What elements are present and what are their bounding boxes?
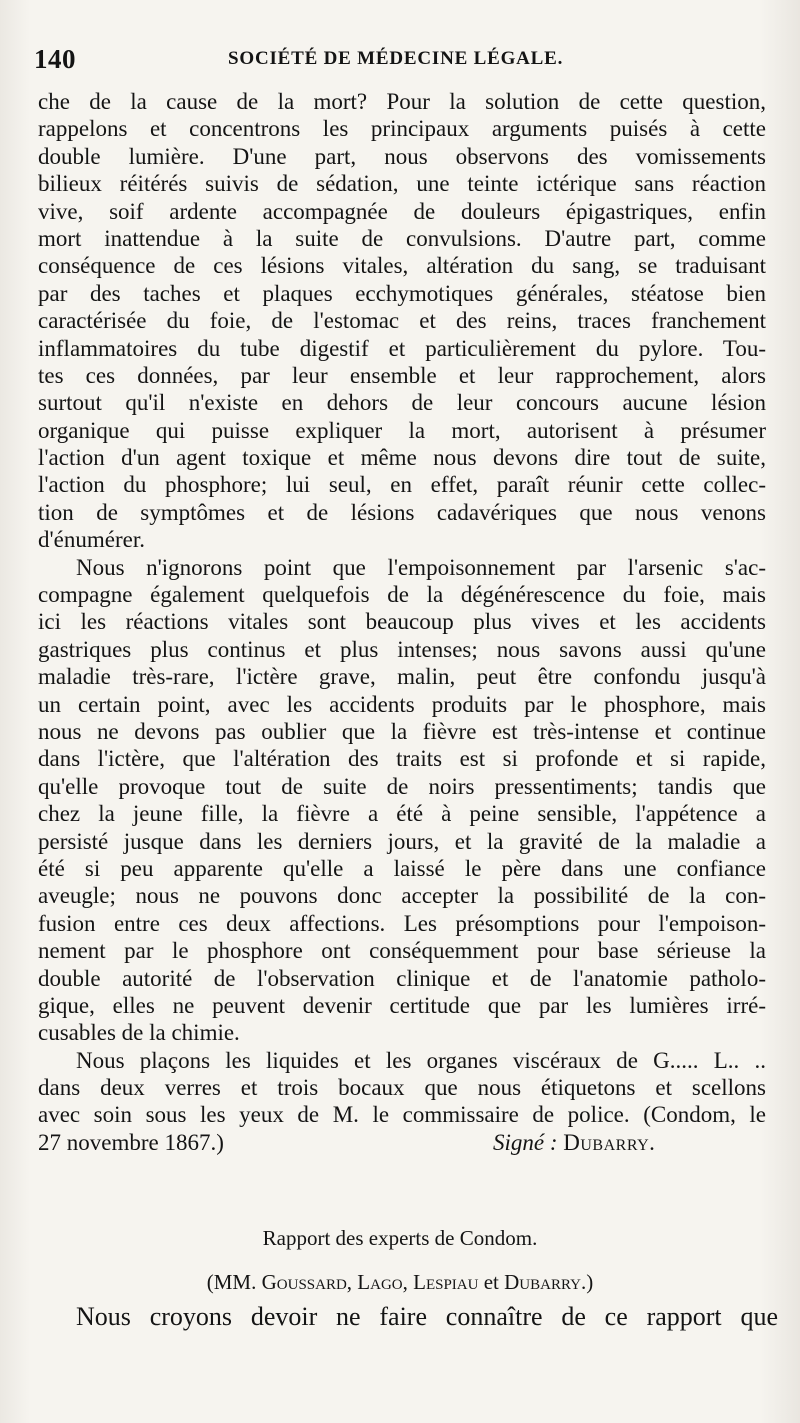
text-line: dans l'ictère, que l'altération des traits est si profonde et si rapide, [38,746,766,772]
text-line: Nous n'ignorons point que l'empoisonnement par l'arsenic s'ac- [76,554,766,580]
text-line: qu'elle provoque tout de suite de noirs pressentiments; tandis que [38,773,766,799]
text-line: l'action d'un agent toxique et même nous devons dire tout de suite, [38,445,766,471]
text-line: ici les réactions vitales sont beaucoup plus vives et les accidents [38,609,766,635]
paragraph-1 [38,88,766,554]
text-line: par des taches et plaques ecchymotiques générales, stéatose bien [38,280,766,306]
text-line: aveugle; nous ne pouvons donc accepter la possibilité de la con- [38,883,766,909]
text-line: che de la cause de la mort? Pour la solution de cette question, [38,89,766,114]
section-title: Rapport des experts de Condom. [262,1226,538,1250]
experts-open: (MM. [206,1270,262,1294]
text-line: persisté jusque dans les derniers jours, et la gravité de la maladie a [38,828,766,854]
paragraph-2 [38,554,766,1047]
paragraph-3 [38,1047,766,1157]
text-line: double autorité de l'observation clinique et de l'anatomie patholo- [38,965,766,991]
text-line: surtout qu'il n'existe en dehors de leur concours aucune lésion [38,390,766,416]
final-text-line: Nous croyons devoir ne faire connaître de ce rapport que [76,1302,778,1331]
text-line: bilieux réitérés suivis de sédation, une teinte ictérique sans réaction [38,171,766,197]
text-line: été si peu apparente qu'elle a laissé le père dans une confiance [38,855,766,881]
text-line: compagne également quelquefois de la dégénérescence du foie, mais [38,582,766,608]
text-line: gastriques plus continus et plus intenses; nous savons aussi qu'une [38,636,766,662]
signed-label: Signé : [493,1129,558,1155]
text-line: fusion entre ces deux affections. Les présomptions pour l'empoison- [38,910,766,936]
text-line: rappelons et concentrons les principaux arguments puisés à cette [38,116,766,142]
expert-name: Lago [357,1270,403,1294]
text-line: caractérisée du foie, de l'estomac et des reins, traces franchement [38,308,766,334]
running-title: SOCIÉTÉ DE MÉDECINE LÉGALE. [228,48,564,69]
expert-name: Goussard [261,1270,347,1294]
text-line: tion de symptômes et de lésions cadavériques que nous venons [38,499,766,525]
text-line: organique qui puisse expliquer la mort, autorisent à présumer [38,417,766,443]
signature [493,1129,655,1156]
text-line: inflammatoires du tube digestif et particulièrement du pylore. Tou- [38,335,766,361]
text-line: nement par le phosphore ont conséquemment pour base sérieuse la [38,938,766,964]
expert-name: Lespiau [413,1270,479,1294]
body-text [38,88,766,1156]
expert-name: Dubarry [504,1270,581,1294]
text-line: double lumière. D'une part, nous observons des vomissements [38,143,766,169]
page-number: 140 [34,44,76,74]
signature-line [38,1129,766,1156]
text-line: un certain point, avec les accidents produits par le phosphore, mais [38,691,766,717]
text-line: chez la jeune fille, la fièvre a été à peine sensible, l'appétence a [38,801,766,827]
text-line: cusables de la chimie. [38,1020,240,1046]
text-line: l'action du phosphore; lui seul, en effet, paraît réunir cette collec- [38,472,766,498]
page-header [34,44,764,76]
text-line: nous ne devons pas oublier que la fièvre est très-intense et continue [38,718,766,744]
text-line: mort inattendue à la suite de convulsions. D'autre part, comme [38,225,766,251]
signed-name: Dubarry. [563,1129,656,1155]
text-line: avec soin sous les yeux de M. le commissaire de police. (Condom, le [38,1102,766,1128]
text-line: Nous plaçons les liquides et les organes viscéraux de G..... L.. .. [76,1047,766,1073]
text-line: tes ces données, par leur ensemble et leur rapprochement, alors [38,362,766,388]
experts-conjunction: et [483,1270,499,1294]
text-line: vive, soif ardente accompagnée de douleurs épigastriques, enfin [38,198,766,224]
text-line: d'énumérer. [38,527,145,553]
text-line: gique, elles ne peuvent devenir certitude que par les lumières irré- [38,992,766,1018]
text-line: maladie très-rare, l'ictère grave, malin, peut être confondu jusqu'à [38,664,766,690]
experts-list: (MM. Goussard, Lago, Lespiau et Dubarry.) [206,1270,594,1294]
text-line: dans deux verres et trois bocaux que nous étiquetons et scellons [38,1075,766,1101]
signature-date: 27 novembre 1867.) [38,1129,224,1155]
text-line: conséquence de ces lésions vitales, altération du sang, se traduisant [38,253,766,279]
experts-close: .) [580,1270,594,1294]
